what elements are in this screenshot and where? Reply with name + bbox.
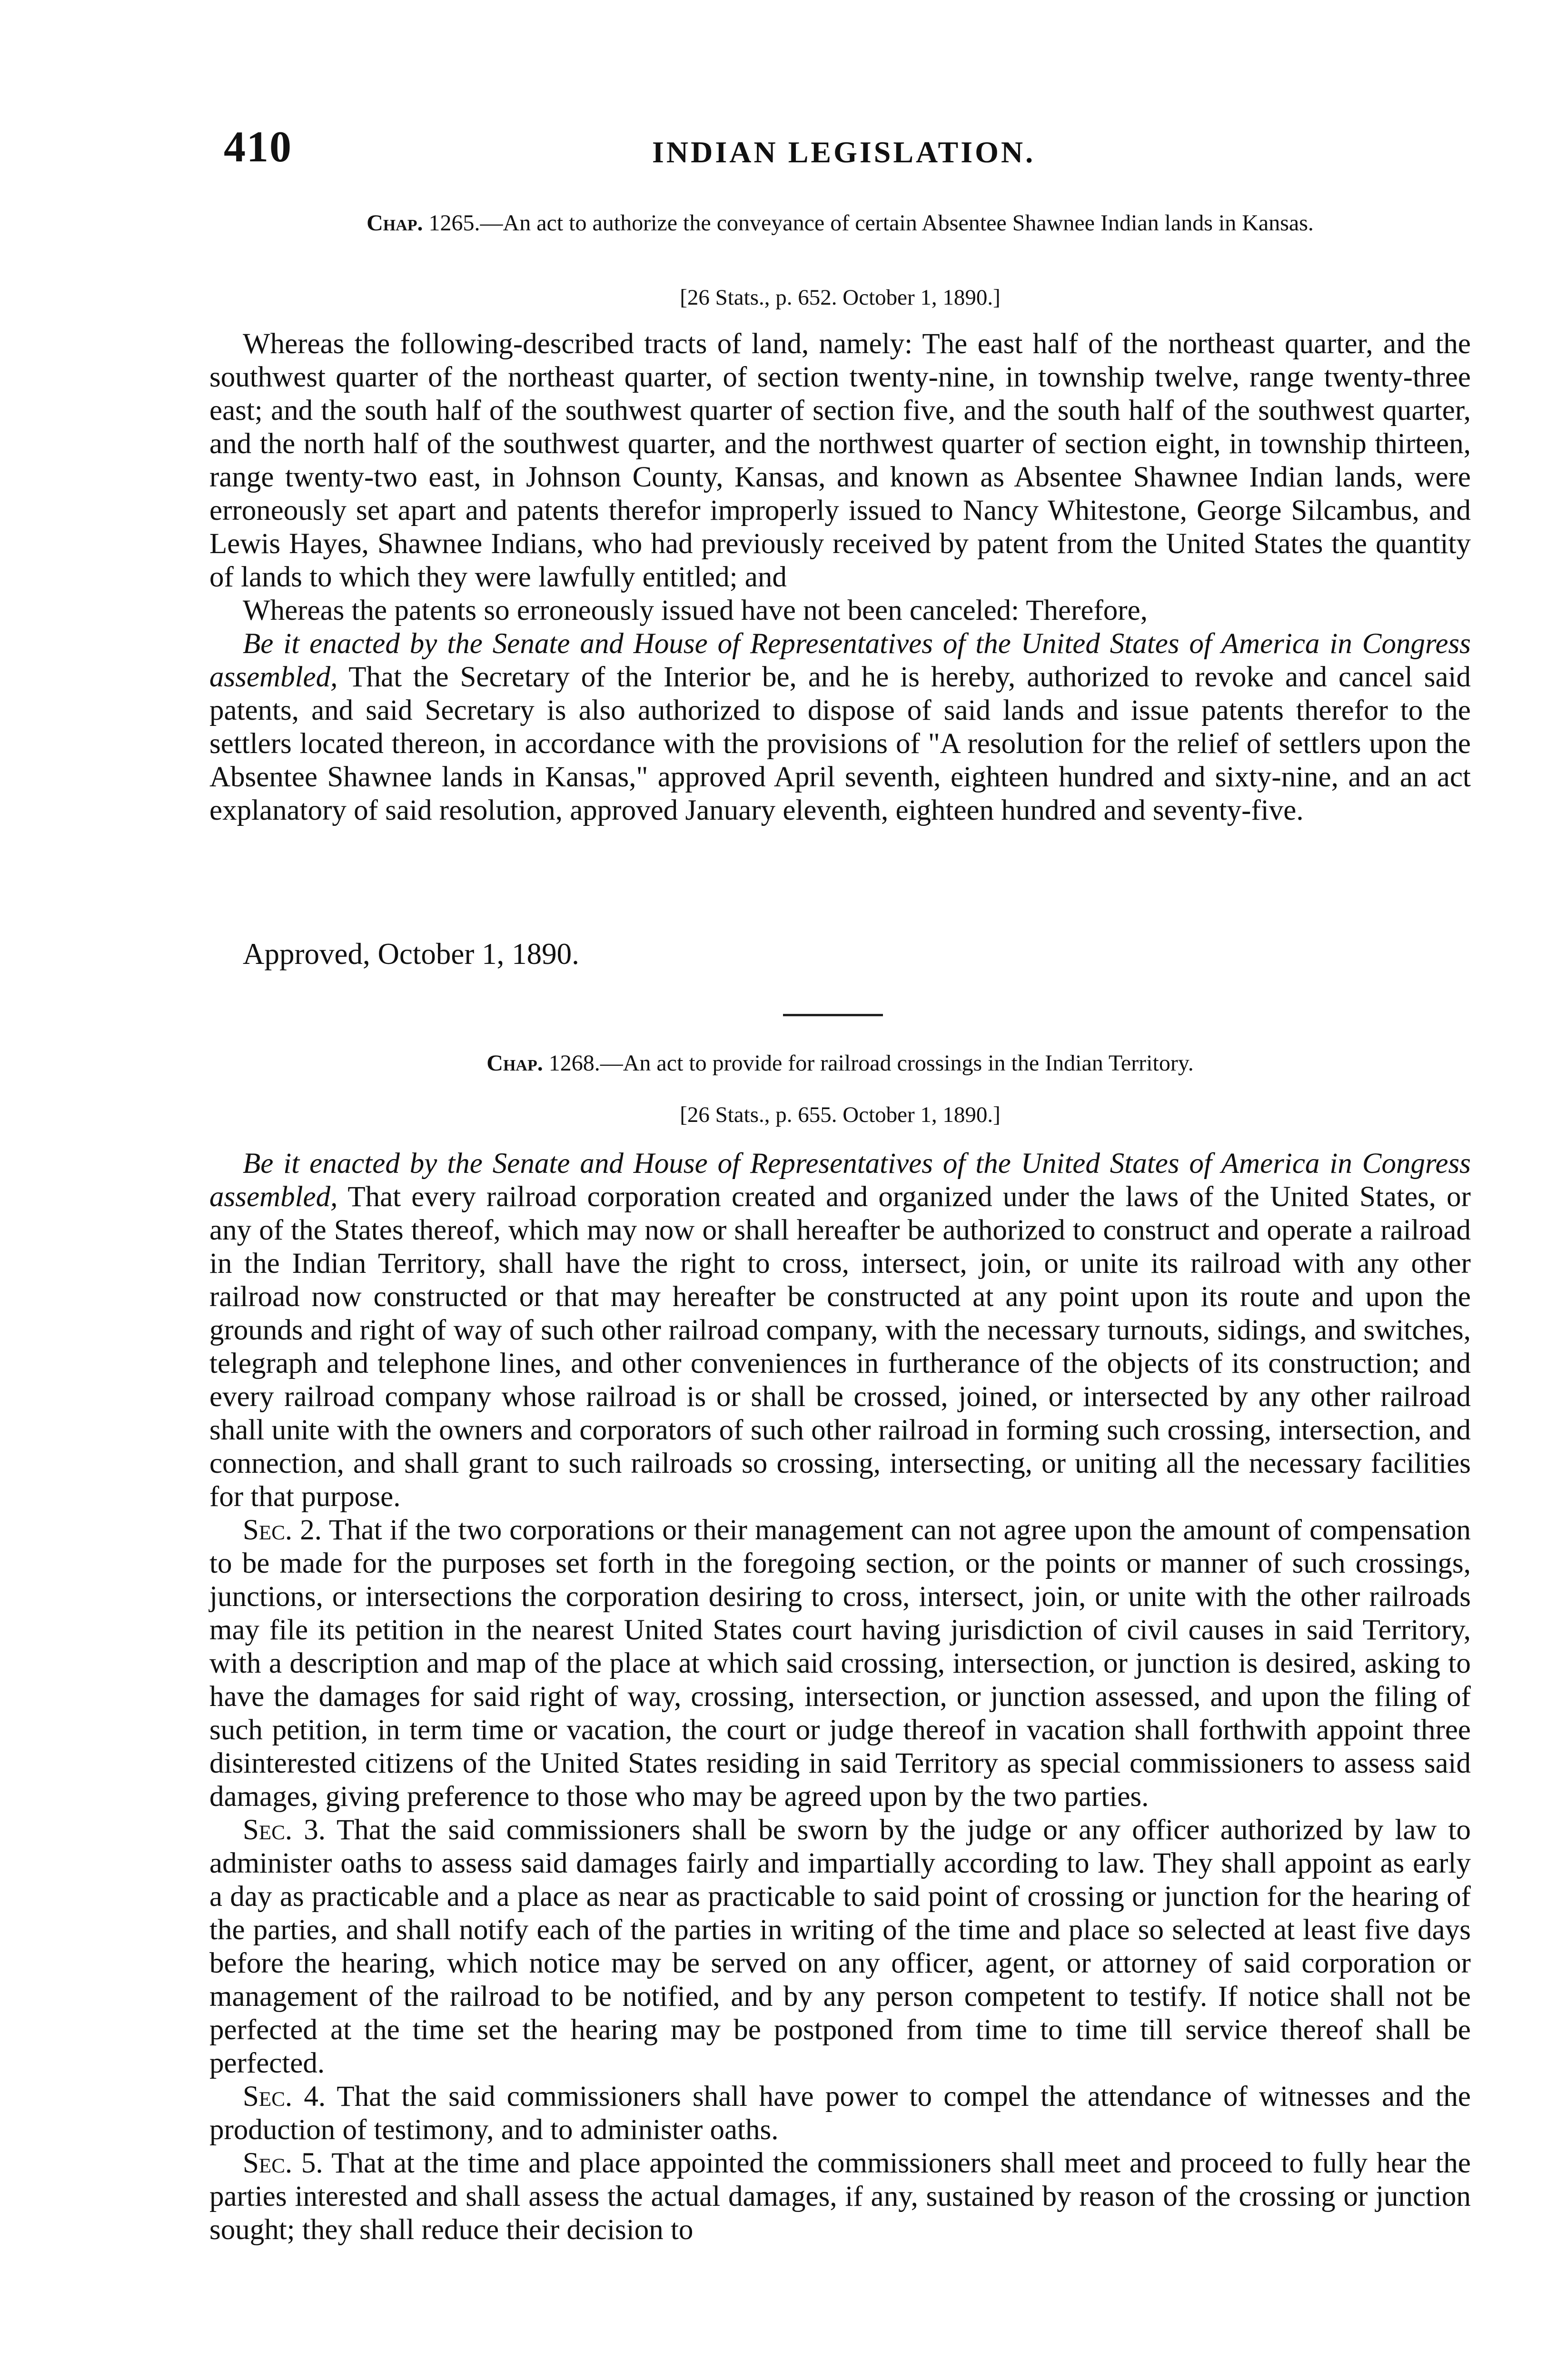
whereas-paragraph: Whereas the following-described tracts of land, namely: The east half of the northeast quarter, and the southwest quarter of the northeast quarter, of section twenty-nine, in township twelve, range twenty-three east; and the south half of the southwest quarter of section five, and the south half of the southwest quarter, and the north half of the southwest quarter, and the northwest quarter of section eight, in township thirteen, range twenty-two east, in Johnson County, Kansas, and known as Absentee Shawnee Indian lands, were erroneously set apart and patents therefor improperly issued to Nancy Whitestone, George Silcambus, and Lewis Hayes, Shawnee Indians, who had previously received by patent from the United States the quantity of lands to which they were lawfully entitled; and: [209, 328, 1471, 593]
section-paragraph: [209, 2147, 1471, 2247]
section-paragraph: [209, 1514, 1471, 1814]
enacting-clause: Be it enacted by the Senate and House of Representatives of the United States of America in Congress assembled,: [209, 628, 1471, 693]
chapter-citation: [26 Stats., p. 652. October 1, 1890.]: [680, 285, 1001, 310]
enacting-clause: Be it enacted by the Senate and House of Representatives of the United States of America in Congress assembled,: [209, 1148, 1471, 1213]
section-text: That if the two corporations or their management can not agree upon the amount of compensation to be made for the purposes set forth in the foregoing section, or the points or manner of such crossings, junctions, or intersections the corporation desiring to cross, intersect, join, or unite with the other railroads may file its petition in the nearest United States court having jurisdiction of civil causes in said Territory, with a description and map of the place at which said crossing, intersection, or junction is desired, asking to have the damages for said right of way, crossing, intersection, or junction assessed, and upon the filing of such petition, in term time or vacation, the court or judge thereof in vacation shall forthwith appoint three disinterested citizens of the United States residing in said Territory as special commissioners to assess said damages, giving preference to those who may be agreed upon by the two parties.: [209, 1514, 1471, 1813]
enacting-text: That the Secretary of the Interior be, and he is hereby, authorized to revoke and cancel said patents, and said Secretary is also authorized to dispose of said lands and issue patents therefor to the settlers located thereon, in accordance with the provisions of "A resolution for the relief of settlers upon the Absentee Shawnee lands in Kansas," approved April seventh, eighteen hundred and sixty-nine, and an act explanatory of said resolution, approved January eleventh, eighteen hundred and seventy-five.: [209, 661, 1471, 826]
chapter-label: Chap.: [367, 210, 423, 236]
section-text: That the said commissioners shall be sworn by the judge or any officer authorized by law to administer oaths to assess said damages fairly and impartially according to law. They shall appoint as early a day as practicable and a place as near as practicable to said point of crossing or junction for the hearing of the parties, and shall notify each of the parties in writing of the time and place so selected at least five days before the hearing, which notice may be served on any officer, agent, or attorney of said corporation or management of the railroad to be notified, and by any person competent to testify. If notice shall not be perfected at the time set the hearing may be postponed from time to time till service thereof shall be perfected.: [209, 1814, 1471, 2079]
page-number: 410: [224, 122, 292, 171]
section-label: Sec. 4.: [243, 2081, 326, 2112]
page-header: [224, 121, 1475, 174]
chapter-title: 1265.—An act to authorize the conveyance of certain Absentee Shawnee Indian lands in Kansas.: [428, 210, 1314, 236]
enacting-text: That every railroad corporation created and organized under the laws of the United States, or any of the States thereof, which may now or shall hereafter be authorized to construct and operate a railroad in the Indian Territory, shall have the right to cross, intersect, join, or unite its railroad with any other railroad now constructed or that may hereafter be constructed at any point upon its route and upon the grounds and right of way of such other railroad company, with the necessary turnouts, sidings, and switches, telegraph and telephone lines, and other conveniences in furtherance of the objects of its construction; and every railroad company whose railroad is or shall be crossed, joined, or intersected by any other railroad shall unite with the owners and corporators of such other railroad in forming such crossing, intersection, and connection, and shall grant to such railroads so crossing, intersecting, or uniting all the necessary facilities for that purpose.: [209, 1181, 1471, 1513]
section-label: Sec. 3.: [243, 1814, 326, 1846]
enacting-paragraph: [209, 627, 1471, 827]
chapter-1265-heading: [209, 209, 1471, 237]
chapter-1268-body: [209, 1147, 1471, 2247]
section-label: Sec. 2.: [243, 1514, 322, 1546]
approval-line: Approved, October 1, 1890.: [243, 937, 579, 971]
section-text: That at the time and place appointed the commissioners shall meet and proceed to fully hear the parties interested and shall assess the actual damages, if any, sustained by reason of the crossing or junction sought; they shall reduce their decision to: [209, 2147, 1471, 2246]
section-divider: [783, 1014, 883, 1016]
enacting-paragraph: [209, 1147, 1471, 1514]
section-paragraph: [209, 1814, 1471, 2080]
running-head: INDIAN LEGISLATION.: [652, 135, 1036, 169]
approval-line-block: [209, 937, 1471, 972]
chapter-1268-citation-block: [209, 1102, 1471, 1128]
chapter-1265-citation-block: [209, 285, 1471, 310]
chapter-1268-heading: [209, 1050, 1471, 1077]
chapter-citation: [26 Stats., p. 655. October 1, 1890.]: [680, 1102, 1001, 1127]
chapter-title: 1268.—An act to provide for railroad crossings in the Indian Territory.: [548, 1051, 1194, 1076]
section-text: That the said commissioners shall have power to compel the attendance of witnesses and the production of testimony, and to administer oaths.: [209, 2081, 1471, 2146]
whereas-paragraph: Whereas the patents so erroneously issued have not been canceled: Therefore,: [243, 595, 1148, 626]
chapter-label: Chap.: [486, 1051, 543, 1076]
section-label: Sec. 5.: [243, 2147, 323, 2179]
section-paragraph: [209, 2080, 1471, 2147]
chapter-1265-body: [209, 327, 1471, 827]
